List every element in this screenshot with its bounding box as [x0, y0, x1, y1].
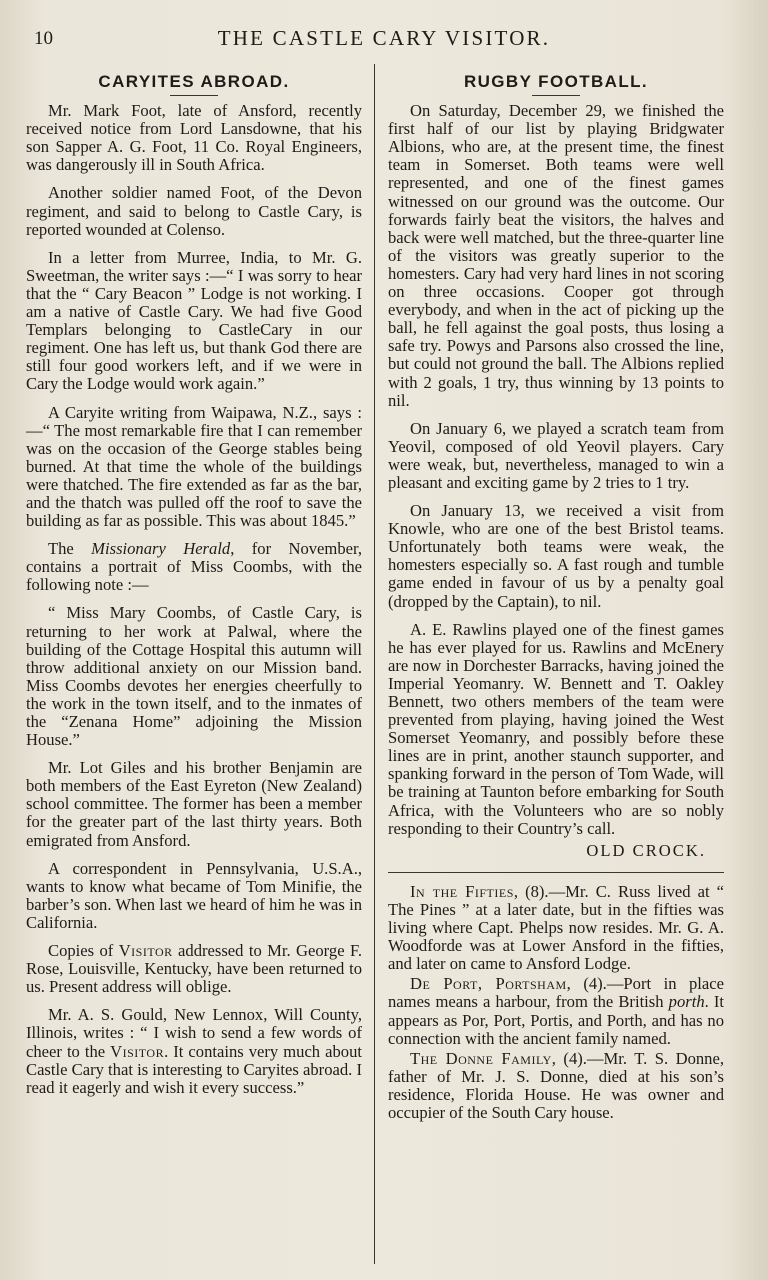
missionary-post: , for November, contains a portrait of Miss Coombs, with the following note :— [26, 539, 362, 595]
para-rawlins: A. E. Rawlins played one of the finest games he has ever played for us. Rawlins and McEnery are now in Dorchester Barracks, having joined the Imperial Yeomanry. W. Bennett and T. Oakley Bennett, two others members of the team were prevented from playing, having joined the West Somerset Yeomanry, and possibly before these lines are in print, another staunch supporter, and spanking forward in the person of Tom Wade, will be training at Taunton before embarking for South Africa, with the Volunteers who are so nobly responding to their Country’s call. [388, 619, 724, 838]
para-mark-foot: Mr. Mark Foot, late of Ansford, recently received notice from Lord Lansdowne, that his son Sapper A. G. Foot, 11 Co. Royal Engineers, was dangerously ill in South Africa. [26, 101, 362, 175]
heading-rule [532, 95, 580, 96]
note-donne-label: The Donne Family [410, 1048, 552, 1068]
heading-rugby-football: RUGBY FOOTBALL. [463, 72, 649, 91]
section-rule [388, 872, 724, 873]
note-donne-text: , (4).—Mr. T. S. Donne, father of Mr. J. S. Donne, died at his son’s residence, Florida House. He was owner and occupier of the South Cary house. [388, 1048, 724, 1122]
heading-caryites-abroad: CARYITES ABROAD. [98, 72, 290, 91]
note-de-port-label: De Port, Portsham [410, 974, 567, 994]
heading-rule [170, 95, 218, 96]
note-de-port-italic: porth [668, 992, 705, 1012]
page-number: 10 [34, 28, 53, 49]
para-waipawa-fire: A Caryite writing from Waipawa, N.Z., says :—“ The most remarkable fire that I can remember was on the occasion of the George stables being burned. At that time the whole of the buildings were thatched. The fire extended as far as the bar, and the thatch was pulled off the roof to save the building as far as possible. This was about 1845.” [26, 402, 362, 531]
note-fifties-text: , (8).—Mr. C. Russ lived at “ The Pines ” at a later date, but in the fifties was living where Capt. Phelps now resides. Mr. G. A. Woodforde was at Lower Ansford in the fifties, and later on came to Ansford Lodge. [388, 881, 724, 974]
para-coombs-quote: “ Miss Mary Coombs, of Castle Cary, is returning to her work at Palwal, where the building of the Cottage Hospital this autumn will throw additional anxiety on our Mission band. Miss Coombs devotes her energies cheerfully to the work in the town itself, and to the inmates of the “Zenana Home” adjoining the Mission House.” [26, 603, 362, 750]
para-yeovil: On January 6, we played a scratch team from Yeovil, composed of old Yeovil players. Cary were weak, but, nevertheless, managed to win a pleasant and exciting game by 2 tries to 1 try. [388, 418, 724, 492]
missionary-title: Missionary Herald [91, 539, 231, 559]
para-soldier-foot: Another soldier named Foot, of the Devon regiment, and said to belong to Castle Cary, is reported wounded at Colenso. [26, 183, 362, 239]
missionary-pre: The [48, 539, 92, 559]
note-de-port [388, 975, 724, 1047]
copies-visitor: Visitor [118, 941, 173, 961]
gould-post: . It contains very much about Castle Cary that is interesting to Caryites abroad. I read it eagerly and wish it every success.” [26, 1041, 362, 1097]
para-murree-letter: In a letter from Murree, India, to Mr. G. Sweetman, the writer says :—“ I was sorry to hear that the “ Cary Beacon ” Lodge is not working. I am a native of Castle Cary. We had five Good Templars belonging to CastleCary in our regiment. One has left us, but thank God there are still four good workers left, and if we were in Cary the Lodge would work again.” [26, 247, 362, 394]
running-title: THE CASTLE CARY VISITOR. [217, 26, 551, 50]
signature-old-crock: OLD CROCK. [586, 840, 706, 860]
right-column [388, 66, 724, 1124]
note-de-port-text-end: . It appears as Por, Port, Portis, and Porth, and has no connection with the ancient family named. [388, 992, 725, 1048]
note-de-port-text: , (4).—Port in place names means a harbour, from the British [388, 974, 724, 1012]
copies-post: addressed to Mr. George F. Rose, Louisville, Kentucky, have been returned to us. Present address will oblige. [26, 941, 363, 997]
copies-pre: Copies of [48, 941, 119, 961]
note-fifties-label: In the Fifties [410, 881, 514, 901]
column-divider [374, 64, 375, 1264]
note-fifties [388, 883, 724, 973]
para-minifie: A correspondent in Pennsylvania, U.S.A., wants to know what became of Tom Minifie, the barber’s son. When last we heard of him he was in California. [26, 858, 362, 932]
running-header [0, 24, 768, 54]
gould-visitor: Visitor [110, 1041, 165, 1061]
para-knowle: On January 13, we received a visit from Knowle, who are one of the best Bristol teams. Unfortunately both teams were weak, the homesters especially so. A fast rough and tumble game ended in favour of us by a penalty goal (dropped by the Captain), to nil. [388, 501, 724, 611]
para-bridgwater: On Saturday, December 29, we finished the first half of our list by playing Bridgwater Albions, who are, at the present time, the finest team in Somerset. Both teams were well represented, and one of the finest games witnessed on our ground was the outcome. Our forwards fairly beat the visitors, the halves and back were well matched, but the three-quarter line of the visitors was greatly superior to the homesters. Cary had very hard lines in not scoring on three occasions. Cooper got through everybody, and when in the act of picking up the ball, he fell against the goal posts, thus losing a safe try. Powys and Parsons also crossed the line, but could not ground the ball. The Albions replied with 2 goals, 1 try, thus winning by 13 points to nil. [388, 101, 724, 410]
para-missionary-herald [26, 540, 362, 594]
para-giles: Mr. Lot Giles and his brother Benjamin are both members of the East Eyreton (New Zealand) school committee. The former has been a member for the greater part of the last thirty years. Both emigrated from Ansford. [26, 758, 362, 850]
left-column [26, 66, 362, 1107]
note-donne [388, 1050, 724, 1122]
para-copies [26, 942, 362, 996]
gould-pre: Mr. A. S. Gould, New Lennox, Will County, Illinois, writes : “ I wish to send a few words of cheer to the [26, 1005, 362, 1061]
para-gould [26, 1006, 362, 1096]
